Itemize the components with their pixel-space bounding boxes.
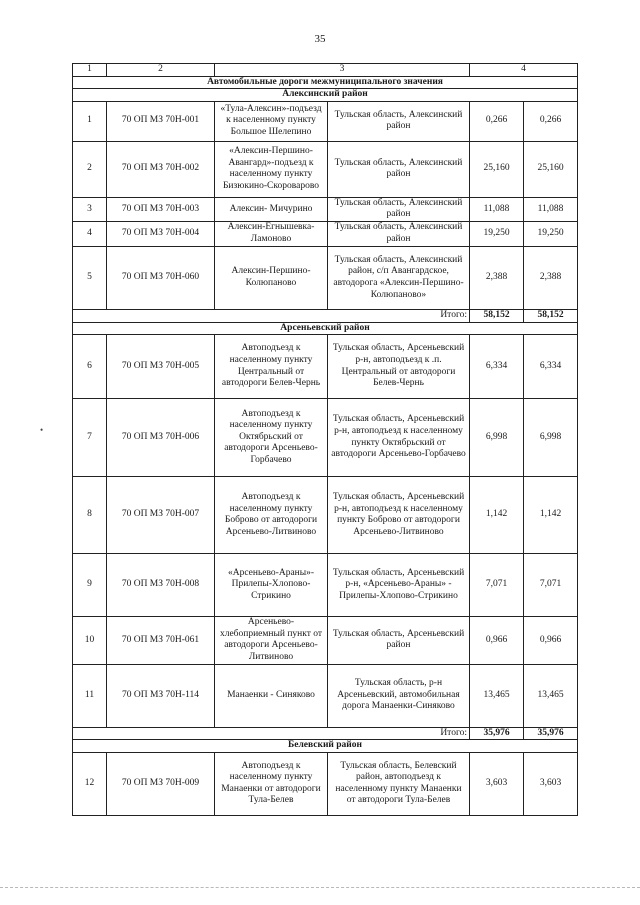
table-row <box>73 477 578 554</box>
total-value: 58,152 <box>524 309 578 322</box>
length-value: 7,071 <box>470 554 524 617</box>
section-row <box>73 740 578 753</box>
road-location: Тульская область, р-н Арсеньевский, автомобильная дорога Манаенки-Синяково <box>328 664 470 727</box>
length-value: 13,465 <box>470 664 524 727</box>
header-cell: 4 <box>470 64 578 77</box>
length-total: 19,250 <box>524 221 578 246</box>
bottom-rule <box>0 887 640 888</box>
road-code: 70 ОП МЗ 70Н-009 <box>107 752 215 815</box>
table-row <box>73 617 578 664</box>
road-code: 70 ОП МЗ 70Н-114 <box>107 664 215 727</box>
row-number: 6 <box>73 335 107 399</box>
road-location: Тульская область, Арсеньевский район <box>328 617 470 664</box>
section-title: Алексинский район <box>73 89 578 102</box>
section-row <box>73 89 578 102</box>
total-label: Итого: <box>73 309 470 322</box>
row-number: 10 <box>73 617 107 664</box>
road-location: Тульская область, Алексинский район <box>328 197 470 221</box>
length-total: 0,266 <box>524 101 578 141</box>
road-name: Автоподъезд к населенному пункту Боброво от автодороги Арсеньево-Литвиново <box>215 477 328 554</box>
length-value: 19,250 <box>470 221 524 246</box>
road-name: Алексин-Першино-Колюпаново <box>215 246 328 309</box>
length-total: 7,071 <box>524 554 578 617</box>
length-value: 2,388 <box>470 246 524 309</box>
row-number: 5 <box>73 246 107 309</box>
header-row <box>73 64 578 77</box>
row-number: 12 <box>73 752 107 815</box>
section-title: Арсеньевский район <box>73 322 578 335</box>
title-row <box>73 76 578 89</box>
road-name: Автоподъезд к населенному пункту Октябрьский от автодороги Арсеньево-Горбачево <box>215 399 328 477</box>
length-total: 11,088 <box>524 197 578 221</box>
length-value: 11,088 <box>470 197 524 221</box>
total-row <box>73 727 578 740</box>
road-name: Алексин-Егнышевка-Ламоново <box>215 221 328 246</box>
length-total: 13,465 <box>524 664 578 727</box>
length-total: 3,603 <box>524 752 578 815</box>
page-number: 35 <box>314 33 326 45</box>
length-total: 6,334 <box>524 335 578 399</box>
header-cell: 3 <box>215 64 470 77</box>
stray-mark: • <box>40 425 44 435</box>
table-row <box>73 246 578 309</box>
table-title: Автомобильные дороги межмуниципального значения <box>73 76 578 89</box>
total-label: Итого: <box>73 727 470 740</box>
road-location: Тульская область, Алексинский район, с/п Авангардское, автодорога «Алексин-Першино-Колюпаново» <box>328 246 470 309</box>
road-location: Тульская область, Алексинский район <box>328 221 470 246</box>
road-code: 70 ОП МЗ 70Н-005 <box>107 335 215 399</box>
table-row <box>73 197 578 221</box>
road-code: 70 ОП МЗ 70Н-061 <box>107 617 215 664</box>
length-value: 6,998 <box>470 399 524 477</box>
table-row <box>73 101 578 141</box>
road-code: 70 ОП МЗ 70Н-060 <box>107 246 215 309</box>
header-cell: 1 <box>73 64 107 77</box>
section-row <box>73 322 578 335</box>
total-row <box>73 309 578 322</box>
road-name: Алексин- Мичурино <box>215 197 328 221</box>
road-location: Тульская область, Арсеньевский р-н, автоподъезд к населенному пункту Боброво от автодороги Арсеньево-Литвиново <box>328 477 470 554</box>
road-name: Автоподъезд к населенному пункту Центральный от автодороги Белев-Чернь <box>215 335 328 399</box>
road-name: «Арсеньево-Араны»-Прилепы-Хлопово-Стрикино <box>215 554 328 617</box>
road-location: Тульская область, Арсеньевский р-н, автоподъезд к .п. Центральный от автодороги Белев-Чернь <box>328 335 470 399</box>
row-number: 7 <box>73 399 107 477</box>
road-location: Тульская область, Алексинский район <box>328 141 470 197</box>
row-number: 9 <box>73 554 107 617</box>
row-number: 2 <box>73 141 107 197</box>
road-name: «Алексин-Першино-Авангард»-подъезд к населенному пункту Бизюкино-Скороварово <box>215 141 328 197</box>
total-value: 35,976 <box>524 727 578 740</box>
table-row <box>73 335 578 399</box>
roads-table-body <box>73 64 578 816</box>
road-code: 70 ОП МЗ 70Н-007 <box>107 477 215 554</box>
row-number: 11 <box>73 664 107 727</box>
row-number: 1 <box>73 101 107 141</box>
row-number: 8 <box>73 477 107 554</box>
roads-table <box>72 63 578 816</box>
length-value: 0,966 <box>470 617 524 664</box>
total-value: 35,976 <box>470 727 524 740</box>
road-code: 70 ОП МЗ 70Н-006 <box>107 399 215 477</box>
header-cell: 2 <box>107 64 215 77</box>
road-location: Тульская область, Белевский район, автоподъезд к населенному пункту Манаенки от автодороги Тула-Белев <box>328 752 470 815</box>
row-number: 4 <box>73 221 107 246</box>
length-total: 25,160 <box>524 141 578 197</box>
length-total: 1,142 <box>524 477 578 554</box>
road-location: Тульская область, Алексинский район <box>328 101 470 141</box>
road-location: Тульская область, Арсеньевский р-н, автоподъезд к населенному пункту Октябрьский от автодороги Арсеньево-Горбачево <box>328 399 470 477</box>
table-row <box>73 141 578 197</box>
road-code: 70 ОП МЗ 70Н-002 <box>107 141 215 197</box>
table-row <box>73 221 578 246</box>
length-value: 0,266 <box>470 101 524 141</box>
table-row <box>73 752 578 815</box>
road-code: 70 ОП МЗ 70Н-008 <box>107 554 215 617</box>
length-total: 0,966 <box>524 617 578 664</box>
road-code: 70 ОП МЗ 70Н-003 <box>107 197 215 221</box>
section-title: Белевский район <box>73 740 578 753</box>
length-value: 25,160 <box>470 141 524 197</box>
road-code: 70 ОП МЗ 70Н-004 <box>107 221 215 246</box>
road-name: Автоподъезд к населенному пункту Манаенки от автодороги Тула-Белев <box>215 752 328 815</box>
road-code: 70 ОП МЗ 70Н-001 <box>107 101 215 141</box>
length-value: 6,334 <box>470 335 524 399</box>
length-value: 3,603 <box>470 752 524 815</box>
length-total: 2,388 <box>524 246 578 309</box>
table-row <box>73 664 578 727</box>
row-number: 3 <box>73 197 107 221</box>
road-name: Арсеньево-хлебоприемный пункт от автодороги Арсеньево-Литвиново <box>215 617 328 664</box>
length-value: 1,142 <box>470 477 524 554</box>
table-row <box>73 399 578 477</box>
road-location: Тульская область, Арсеньевский р-н, «Арсеньево-Араны» - Прилепы-Хлопово-Стрикино <box>328 554 470 617</box>
road-name: «Тула-Алексин»-подъезд к населенному пункту Большое Шелепино <box>215 101 328 141</box>
length-total: 6,998 <box>524 399 578 477</box>
road-name: Манаенки - Синяково <box>215 664 328 727</box>
total-value: 58,152 <box>470 309 524 322</box>
table-row <box>73 554 578 617</box>
